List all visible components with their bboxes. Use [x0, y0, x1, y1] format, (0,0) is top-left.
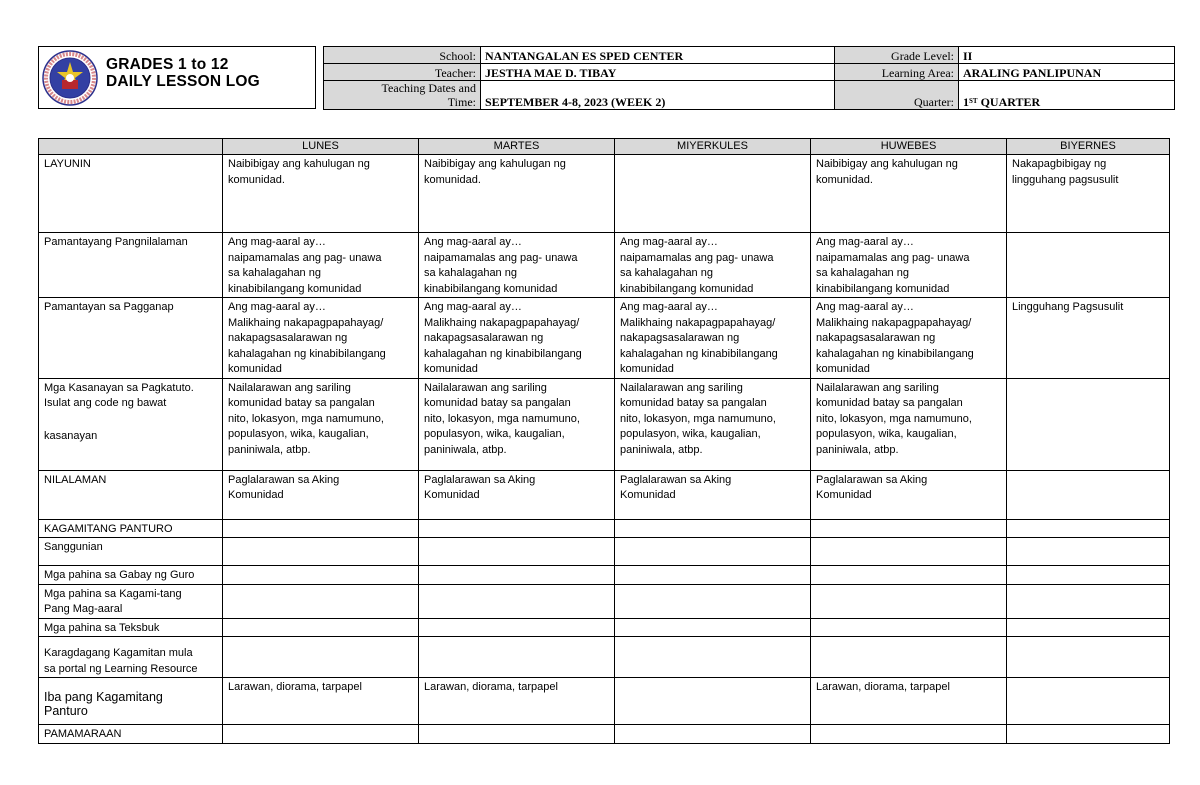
cell-empty	[615, 566, 811, 585]
cell-pangnilalaman-lunes: Ang mag-aaral ay… naipamamalas ang pag- unawa sa kahalagahan ng kinabibilangang komunidad	[223, 233, 419, 298]
teacher-value: JESTHA MAE D. TIBAY	[481, 64, 835, 81]
day-header-row	[39, 139, 1170, 155]
cell-empty	[811, 637, 1007, 678]
row-label-iba-pa: Iba pang Kagamitang Panturo	[39, 678, 223, 725]
cell-pangnilalaman-martes: Ang mag-aaral ay… naipamamalas ang pag- unawa sa kahalagahan ng kinabibilangang komunidad	[419, 233, 615, 298]
cell-empty	[1007, 538, 1170, 566]
cell-empty	[615, 637, 811, 678]
title-line-1: GRADES 1 to 12	[106, 56, 229, 73]
cell-nilalaman-miyerkules: Paglalarawan sa Aking Komunidad	[615, 470, 811, 519]
cell-empty	[419, 725, 615, 744]
cell-empty	[1007, 618, 1170, 637]
cell-pagganap-lunes: Ang mag-aaral ay… Malikhaing nakapagpapahayag/ nakapagsasalarawan ng kahalagahan ng kinabibilangang komunidad	[223, 298, 419, 379]
row-label-kagamitang-mag-aaral: Mga pahina sa Kagami-tang Pang Mag-aaral	[39, 584, 223, 618]
cell-empty	[223, 584, 419, 618]
school-value: NANTANGALAN ES SPED CENTER	[481, 47, 835, 64]
cell-pagganap-martes: Ang mag-aaral ay… Malikhaing nakapagpapahayag/ nakapagsasalarawan ng kahalagahan ng kinabibilangang komunidad	[419, 298, 615, 379]
cell-empty	[615, 725, 811, 744]
cell-pagganap-huwebes: Ang mag-aaral ay… Malikhaing nakapagpapahayag/ nakapagsasalarawan ng kahalagahan ng kinabibilangang komunidad	[811, 298, 1007, 379]
cell-pagganap-biyernes: Lingguhang Pagsusulit	[1007, 298, 1170, 379]
cell-iba-pa-huwebes: Larawan, diorama, tarpapel	[811, 678, 1007, 725]
cell-empty	[1007, 725, 1170, 744]
day-header-lunes: LUNES	[223, 139, 419, 155]
cell-empty	[615, 584, 811, 618]
row-label-pagganap: Pamantayan sa Pagganap	[39, 298, 223, 379]
cell-kasanayan-lunes: Nailalarawan ang sariling komunidad batay sa pangalan nito, lokasyon, mga namumuno, populasyon, wika, kaugalian, paniniwala, atbp.	[223, 378, 419, 470]
day-header-huwebes: HUWEBES	[811, 139, 1007, 155]
cell-kasanayan-miyerkules: Nailalarawan ang sariling komunidad batay sa pangalan nito, lokasyon, mga namumuno, populasyon, wika, kaugalian, paniniwala, atbp.	[615, 378, 811, 470]
row-sanggunian	[39, 538, 1170, 566]
grade-level-label: Grade Level:	[835, 47, 959, 64]
row-gabay	[39, 566, 1170, 585]
cell-empty	[615, 519, 811, 538]
day-header-martes: MARTES	[419, 139, 615, 155]
row-pagganap	[39, 298, 1170, 379]
cell-empty	[811, 519, 1007, 538]
cell-pangnilalaman-huwebes: Ang mag-aaral ay… naipamamalas ang pag- unawa sa kahalagahan ng kinabibilangang komunidad	[811, 233, 1007, 298]
row-label-kagamitan: KAGAMITANG PANTURO	[39, 519, 223, 538]
teaching-dates-value: SEPTEMBER 4-8, 2023 (WEEK 2)	[481, 81, 835, 110]
title-block	[38, 46, 316, 109]
quarter-label: Quarter:	[835, 81, 959, 110]
quarter-value: 1ST QUARTER	[959, 81, 1175, 110]
learning-area-label: Learning Area:	[835, 64, 959, 81]
day-header-miyerkules: MIYERKULES	[615, 139, 811, 155]
cell-empty	[1007, 566, 1170, 585]
lesson-log-table	[38, 138, 1170, 744]
row-kagamitan	[39, 519, 1170, 538]
header-info-table	[323, 46, 1175, 110]
row-iba-pa	[39, 678, 1170, 725]
row-kasanayan	[39, 378, 1170, 470]
row-kagamitang-mag-aaral	[39, 584, 1170, 618]
row-label-nilalaman: NILALAMAN	[39, 470, 223, 519]
row-label-pamamaraan: PAMAMARAAN	[39, 725, 223, 744]
cell-layunin-lunes: Naibibigay ang kahulugan ng komunidad.	[223, 155, 419, 233]
grade-level-value: II	[959, 47, 1175, 64]
cell-empty	[1007, 519, 1170, 538]
cell-empty	[1007, 637, 1170, 678]
row-nilalaman	[39, 470, 1170, 519]
school-label: School:	[324, 47, 481, 64]
cell-layunin-miyerkules	[615, 155, 811, 233]
cell-empty	[223, 566, 419, 585]
cell-iba-pa-miyerkules	[615, 678, 811, 725]
day-header-biyernes: BIYERNES	[1007, 139, 1170, 155]
corner-cell	[39, 139, 223, 155]
row-label-gabay: Mga pahina sa Gabay ng Guro	[39, 566, 223, 585]
row-label-pangnilalaman: Pamantayang Pangnilalaman	[39, 233, 223, 298]
cell-kasanayan-biyernes	[1007, 378, 1170, 470]
cell-nilalaman-martes: Paglalarawan sa Aking Komunidad	[419, 470, 615, 519]
cell-nilalaman-biyernes	[1007, 470, 1170, 519]
row-layunin	[39, 155, 1170, 233]
row-label-kasanayan: Mga Kasanayan sa Pagkatuto. Isulat ang code ng bawat kasanayan	[39, 378, 223, 470]
cell-pagganap-miyerkules: Ang mag-aaral ay… Malikhaing nakapagpapahayag/ nakapagsasalarawan ng kahalagahan ng kinabibilangang komunidad	[615, 298, 811, 379]
cell-empty	[615, 538, 811, 566]
cell-empty	[811, 725, 1007, 744]
cell-pangnilalaman-miyerkules: Ang mag-aaral ay… naipamamalas ang pag- unawa sa kahalagahan ng kinabibilangang komunidad	[615, 233, 811, 298]
teaching-dates-label: Teaching Dates and Time:	[324, 81, 481, 110]
cell-layunin-martes: Naibibigay ang kahulugan ng komunidad.	[419, 155, 615, 233]
cell-empty	[223, 519, 419, 538]
cell-iba-pa-lunes: Larawan, diorama, tarpapel	[223, 678, 419, 725]
cell-empty	[419, 566, 615, 585]
cell-layunin-biyernes: Nakapagbibigay ng lingguhang pagsusulit	[1007, 155, 1170, 233]
title-line-2: DAILY LESSON LOG	[106, 73, 260, 90]
row-pamamaraan	[39, 725, 1170, 744]
cell-kasanayan-martes: Nailalarawan ang sariling komunidad batay sa pangalan nito, lokasyon, mga namumuno, populasyon, wika, kaugalian, paniniwala, atbp.	[419, 378, 615, 470]
cell-empty	[1007, 584, 1170, 618]
cell-empty	[811, 538, 1007, 566]
cell-empty	[419, 538, 615, 566]
cell-iba-pa-martes: Larawan, diorama, tarpapel	[419, 678, 615, 725]
row-label-teksbuk: Mga pahina sa Teksbuk	[39, 618, 223, 637]
cell-empty	[615, 618, 811, 637]
cell-empty	[419, 584, 615, 618]
row-label-sanggunian: Sanggunian	[39, 538, 223, 566]
cell-empty	[811, 584, 1007, 618]
deped-seal-icon	[42, 50, 98, 106]
row-label-layunin: LAYUNIN	[39, 155, 223, 233]
cell-empty	[223, 618, 419, 637]
cell-iba-pa-biyernes	[1007, 678, 1170, 725]
cell-empty	[811, 618, 1007, 637]
row-karagdagan	[39, 637, 1170, 678]
cell-empty	[419, 618, 615, 637]
row-teksbuk	[39, 618, 1170, 637]
cell-empty	[223, 725, 419, 744]
cell-empty	[223, 637, 419, 678]
row-pangnilalaman	[39, 233, 1170, 298]
row-label-karagdagan: Karagdagang Kagamitan mula sa portal ng Learning Resource	[39, 637, 223, 678]
cell-empty	[419, 519, 615, 538]
learning-area-value: ARALING PANLIPUNAN	[959, 64, 1175, 81]
teacher-label: Teacher:	[324, 64, 481, 81]
cell-pangnilalaman-biyernes	[1007, 233, 1170, 298]
cell-nilalaman-huwebes: Paglalarawan sa Aking Komunidad	[811, 470, 1007, 519]
cell-nilalaman-lunes: Paglalarawan sa Aking Komunidad	[223, 470, 419, 519]
cell-empty	[419, 637, 615, 678]
cell-kasanayan-huwebes: Nailalarawan ang sariling komunidad batay sa pangalan nito, lokasyon, mga namumuno, populasyon, wika, kaugalian, paniniwala, atbp.	[811, 378, 1007, 470]
cell-layunin-huwebes: Naibibigay ang kahulugan ng komunidad.	[811, 155, 1007, 233]
cell-empty	[811, 566, 1007, 585]
cell-empty	[223, 538, 419, 566]
